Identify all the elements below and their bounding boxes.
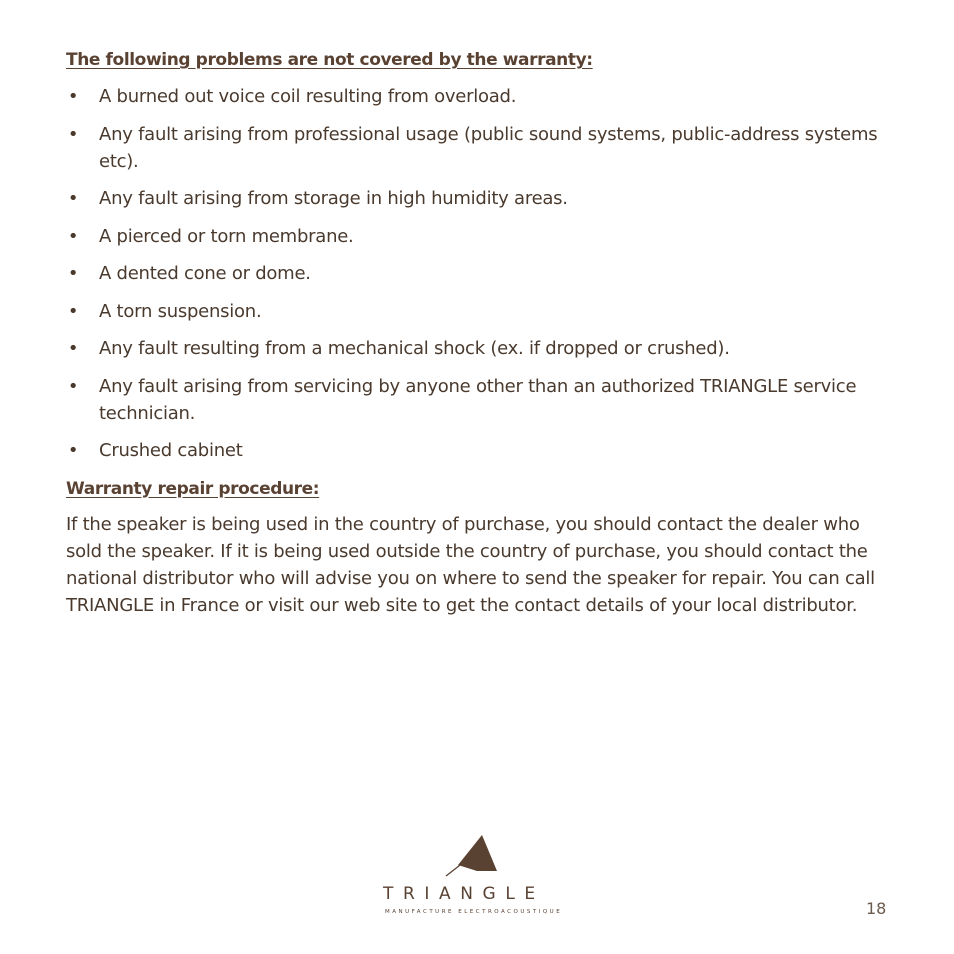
bullet: •: [67, 123, 79, 145]
list-item: [66, 335, 896, 362]
list-item: [66, 373, 896, 427]
repair-paragraph: If the speaker is being used in the country of purchase, you should contact the dealer who sold the speaker. If it is being used outside the country of purchase, you should contact the national distributor who will advise you on where to send the speaker for repair. You can call TRIANGLE in France or visit our web site to get the contact details of your local distributor.: [66, 513, 875, 616]
bullet: •: [67, 225, 79, 247]
logo-tagline: MANUFACTURE ELECTROACOUSTIQUE: [385, 909, 563, 915]
triangle-logo: [383, 832, 573, 922]
section-heading-not-covered: The following problems are not covered by the warranty:: [66, 50, 593, 70]
bullet: •: [67, 300, 79, 322]
triangle-logo-icon: [383, 832, 573, 882]
document-body: [66, 46, 896, 619]
bullet: •: [67, 188, 79, 209]
bullet: •: [67, 338, 79, 359]
list-item: [66, 260, 896, 287]
list-item-text: A burned out voice coil resulting from overload.: [99, 86, 517, 107]
bullet: •: [67, 375, 79, 397]
list-item-text: Any fault resulting from a mechanical shock (ex. if dropped or crushed).: [99, 338, 730, 359]
logo-wordmark: TRIANGLE: [383, 884, 545, 904]
list-item-text: A pierced or torn membrane.: [99, 225, 354, 247]
bullet: •: [67, 86, 79, 107]
list-item-text: A torn suspension.: [99, 300, 262, 322]
not-covered-list: [66, 83, 896, 464]
section-heading-repair: Warranty repair procedure:: [66, 478, 320, 499]
bullet: •: [67, 440, 79, 461]
list-item-text: Any fault arising from storage in high humidity areas.: [99, 188, 568, 209]
list-item: [66, 298, 896, 325]
list-item-text: Any fault arising from professional usage (public sound systems, public-address systems etc).: [99, 123, 878, 172]
list-item-text: Crushed cabinet: [99, 440, 243, 461]
list-item: [66, 437, 896, 464]
list-item: [66, 121, 896, 175]
list-item: [66, 83, 896, 110]
list-item-text: A dented cone or dome.: [99, 263, 311, 284]
list-item-text: Any fault arising from servicing by anyone other than an authorized TRIANGLE service technician.: [99, 375, 857, 424]
list-item: [66, 223, 896, 250]
bullet: •: [67, 263, 79, 284]
list-item: [66, 185, 896, 212]
page-number: 18: [866, 899, 887, 918]
